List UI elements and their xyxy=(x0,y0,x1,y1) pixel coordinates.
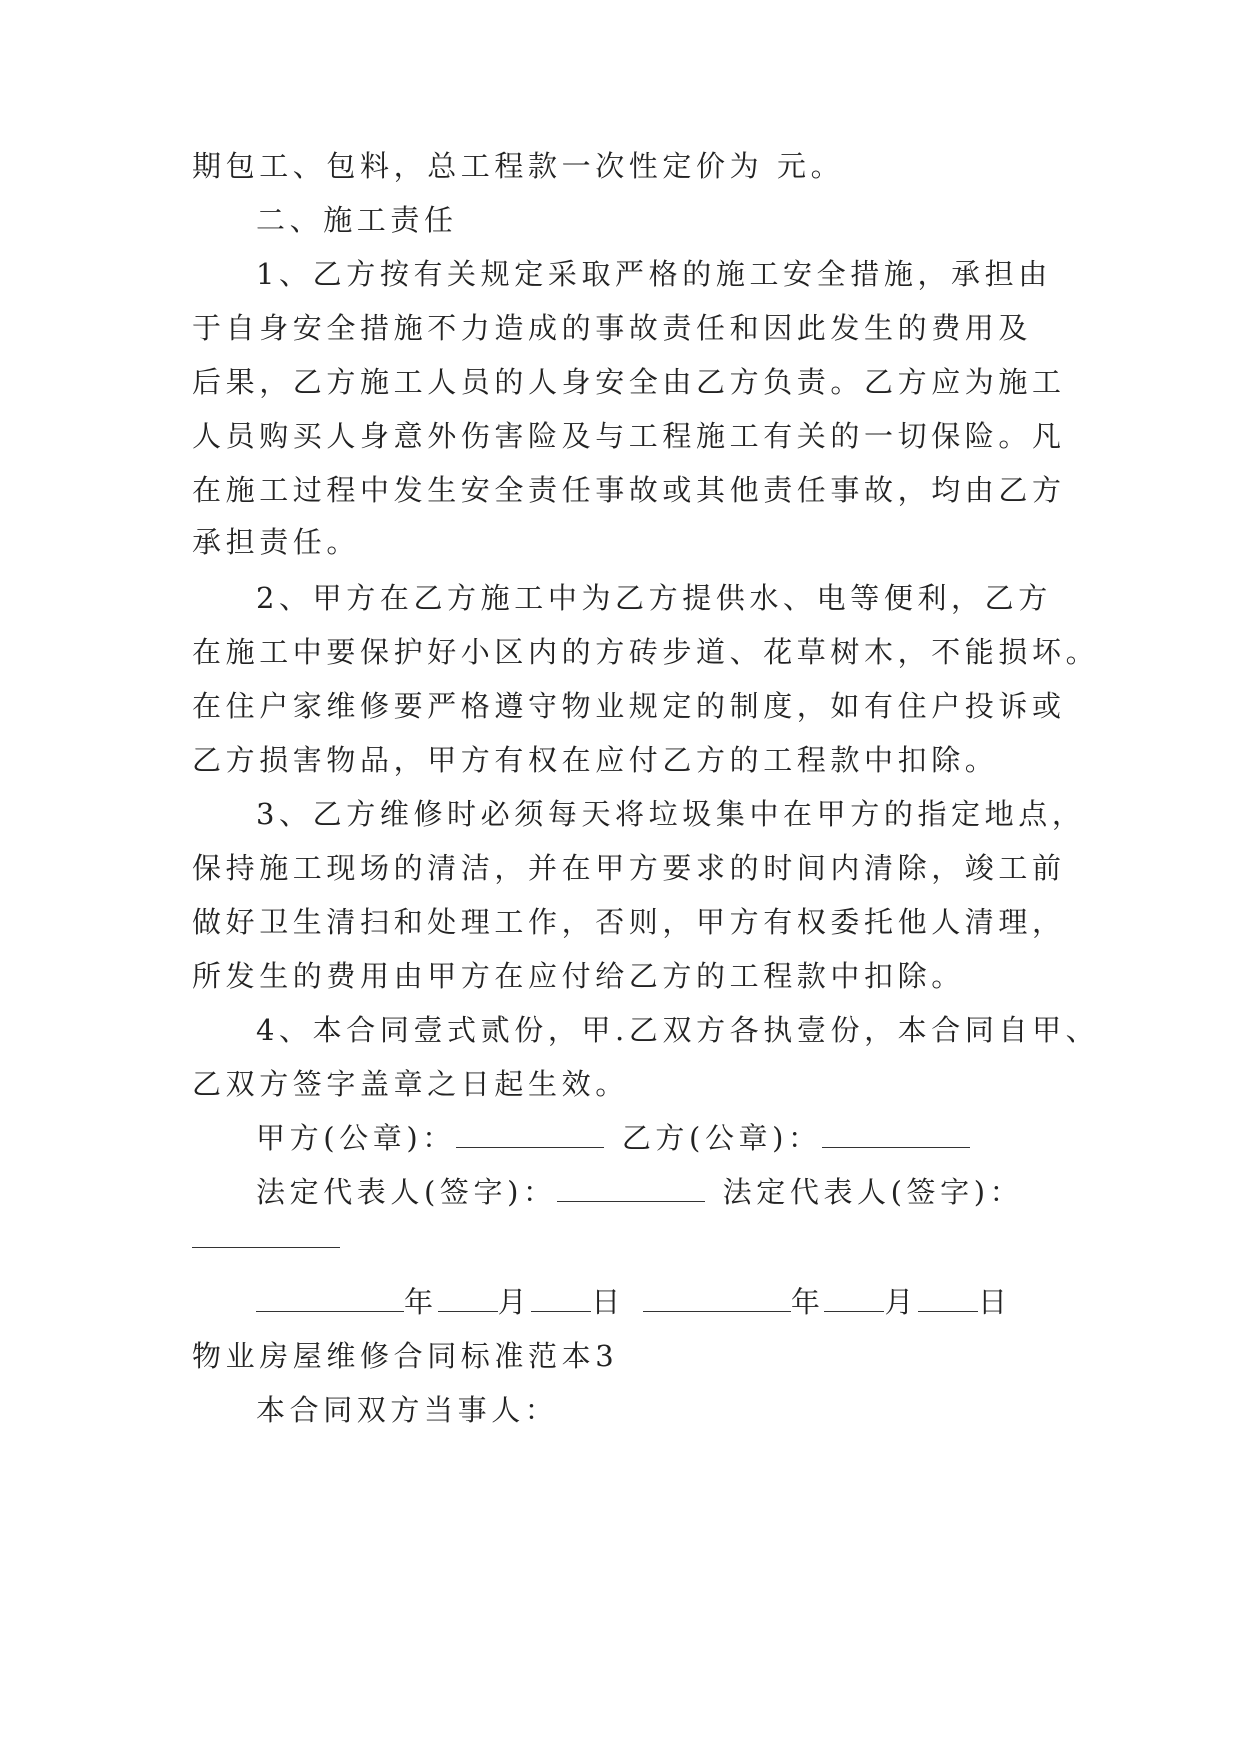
body-line: 期包工、包料，总工程款一次性定价为 元。 xyxy=(192,149,845,183)
clause-3-line: 保持施工现场的清洁，并在甲方要求的时间内清除，竣工前 xyxy=(192,851,1066,885)
clause-2-line: 乙方损害物品，甲方有权在应付乙方的工程款中扣除。 xyxy=(192,743,999,777)
party-a-seal-blank xyxy=(456,1121,604,1148)
date-b-month-label: 月 xyxy=(884,1285,919,1319)
clause-1-line: 后果，乙方施工人员的人身安全由乙方负责。乙方应为施工 xyxy=(192,365,1066,399)
clause-1-line: 1、乙方按有关规定采取严格的施工安全措施，承担由 xyxy=(256,257,1052,291)
clause-1-line: 在施工过程中发生安全责任事故或其他责任事故，均由乙方 xyxy=(192,473,1066,507)
date-b-day-blank xyxy=(918,1285,978,1312)
next-section-first-line: 本合同双方当事人： xyxy=(256,1393,559,1427)
date-b-year-blank xyxy=(643,1285,791,1312)
next-section-title: 物业房屋维修合同标准范本3 xyxy=(192,1339,619,1373)
clause-4-line: 4、本合同壹式贰份，甲.乙双方各执壹份，本合同自甲、 xyxy=(256,1013,1100,1047)
clause-3-line: 3、乙方维修时必须每天将垃圾集中在甲方的指定地点， xyxy=(256,797,1086,831)
legal-rep-b-label: 法定代表人(签字)： xyxy=(722,1175,1024,1209)
date-b-year-label: 年 xyxy=(790,1285,825,1319)
date-a-month-label: 月 xyxy=(497,1285,532,1319)
legal-rep-row xyxy=(256,1172,1023,1212)
clause-1-line: 承担责任。 xyxy=(192,525,361,559)
date-a-day-label: 日 xyxy=(591,1285,625,1319)
clause-2-line: 2、甲方在乙方施工中为乙方提供水、电等便利，乙方 xyxy=(256,581,1052,615)
date-b-month-blank xyxy=(824,1285,884,1312)
legal-rep-a-label: 法定代表人(签字)： xyxy=(256,1175,557,1209)
date-a-month-blank xyxy=(438,1285,498,1312)
clause-2-line: 在住户家维修要严格遵守物业规定的制度，如有住户投诉或 xyxy=(192,689,1066,723)
seal-signature-row xyxy=(256,1118,970,1158)
party-b-seal-blank xyxy=(822,1121,970,1148)
party-b-seal-label: 乙方(公章)： xyxy=(621,1121,822,1155)
date-a-year-label: 年 xyxy=(404,1285,438,1319)
legal-rep-a-blank xyxy=(557,1175,705,1202)
clause-3-line: 所发生的费用由甲方在应付给乙方的工程款中扣除。 xyxy=(192,959,965,993)
legal-rep-b-row xyxy=(192,1218,340,1258)
legal-rep-b-blank xyxy=(192,1221,340,1248)
date-b-day-label: 日 xyxy=(978,1285,1012,1319)
clause-2-line: 在施工中要保护好小区内的方砖步道、花草树木，不能损坏。 xyxy=(192,635,1100,669)
clause-1-line: 于自身安全措施不力造成的事故责任和因此发生的费用及 xyxy=(192,311,1033,345)
clause-3-line: 做好卫生清扫和处理工作，否则，甲方有权委托他人清理， xyxy=(192,905,1066,939)
clause-4-line: 乙双方签字盖章之日起生效。 xyxy=(192,1067,629,1101)
date-a-day-blank xyxy=(531,1285,591,1312)
party-a-seal-label: 甲方(公章)： xyxy=(256,1121,456,1155)
clause-1-line: 人员购买人身意外伤害险及与工程施工有关的一切保险。凡 xyxy=(192,419,1066,453)
section-heading: 二、施工责任 xyxy=(256,203,458,237)
date-row xyxy=(256,1282,1012,1322)
date-a-year-blank xyxy=(256,1285,404,1312)
